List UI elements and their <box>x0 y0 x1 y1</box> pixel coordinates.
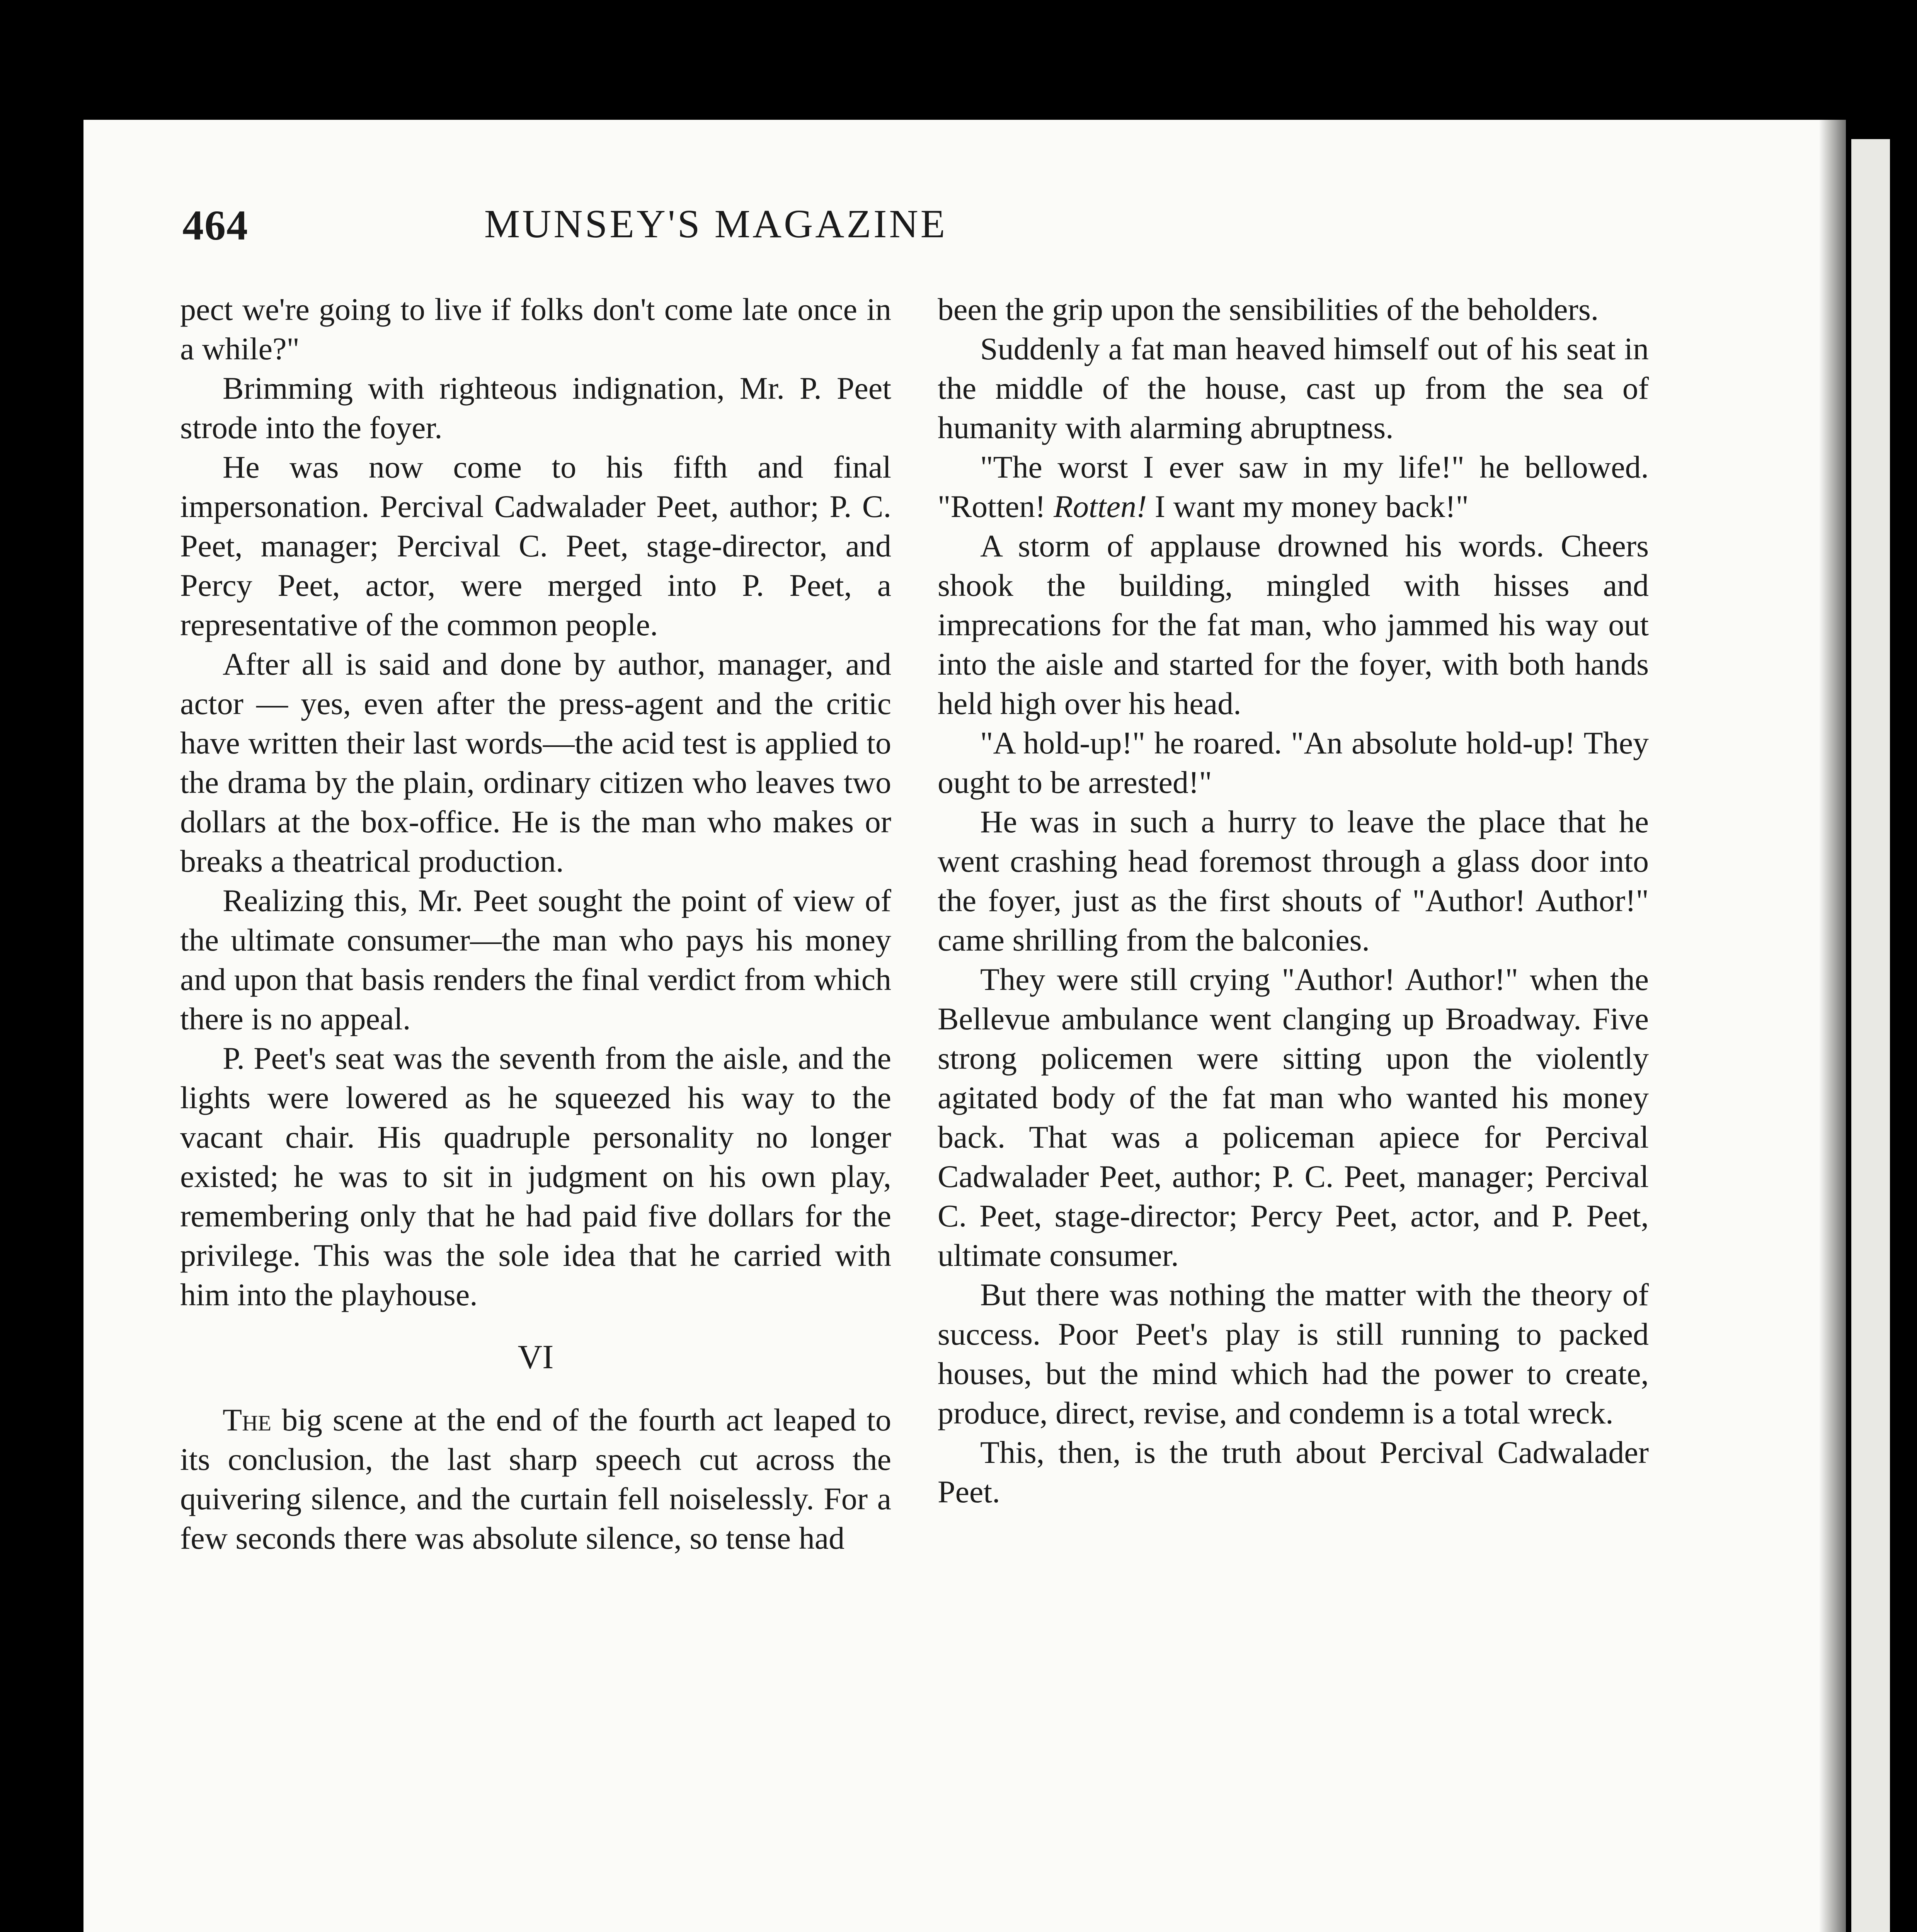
paragraph-text: big scene at the end of the fourth act leaped to its conclusion, the last sharp speech cut across the quivering silence, and the curtain fell noiselessly. For a few seconds there was absolute silence, so tense had <box>180 1402 891 1556</box>
paragraph: This, then, is the truth about Percival Cadwalader Peet. <box>938 1435 1649 1509</box>
gutter-shadow <box>1819 120 1846 1932</box>
paragraph: But there was nothing the matter with the theory of success. Poor Peet's play is still running to packed houses, but the mind which had the power to create, produce, direct, revise, and condemn is a total wreck. <box>938 1277 1649 1430</box>
paragraph: Brimming with righteous indignation, Mr. P. Peet strode into the foyer. <box>180 371 891 445</box>
section-number: VI <box>518 1338 554 1376</box>
paragraph: A storm of applause drowned his words. Cheers shook the building, mingled with hisses and imprecations for the fat man, who jammed his way out into the aisle and started for the foyer, with both hands held high over his head. <box>938 528 1649 721</box>
paragraph: pect we're going to live if folks don't come late once in a while?" <box>180 292 891 366</box>
facing-page-edge <box>1851 139 1890 1932</box>
magazine-page <box>83 120 1846 1932</box>
small-caps-lead: The <box>223 1402 272 1437</box>
paragraph <box>938 447 1649 526</box>
emphasis: Rotten! <box>1053 489 1147 524</box>
paragraph: Suddenly a fat man heaved himself out of his seat in the middle of the house, cast up from the sea of humanity with alarming abruptness. <box>938 331 1649 445</box>
paragraph: "A hold-up!" he roared. "An absolute hold-up! They ought to be arrested!" <box>938 725 1649 800</box>
paragraph: After all is said and done by author, manager, and actor — yes, even after the press-agent and the critic have written their last words—the acid test is applied to the drama by the plain, ordinary citizen who leaves two dollars at the box-office. He is the man who makes or breaks a theatrical production. <box>180 646 891 879</box>
paragraph <box>180 1400 891 1558</box>
page-header <box>182 201 1249 259</box>
paragraph: He was now come to his fifth and final impersonation. Percival Cadwalader Peet, author; P. C. Peet, manager; Percival C. Peet, stage-director, and Percy Peet, actor, were merged into P. Peet, a representative of the common people. <box>180 449 891 642</box>
paragraph: Realizing this, Mr. Peet sought the point of view of the ultimate consumer—the man who pays his money and upon that basis renders the final verdict from which there is no appeal. <box>180 883 891 1036</box>
paragraph-text: "The worst I ever saw in my life!" he bellowed. "Rotten! <box>938 449 1649 524</box>
paragraph: been the grip upon the sensibilities of the beholders. <box>938 292 1599 327</box>
paragraph: They were still crying "Author! Author!" when the Bellevue ambulance went clanging up Broadway. Five strong policemen were sitting upon the violently agitated body of the fat man who wanted his money back. That was a policeman apiece for Percival Cadwalader Peet, author; P. C. Peet, manager; Percival C. Peet, stage-director; Percy Peet, actor, and P. Peet, ultimate consumer. <box>938 962 1649 1273</box>
paragraph: P. Peet's seat was the seventh from the aisle, and the lights were lowered as he squeezed his way to the vacant chair. His quadruple personality no longer existed; he was to sit in judgment on his own play, remembering only that he had paid five dollars for the privilege. This was the sole idea that he carried with him into the playhouse. <box>180 1041 891 1312</box>
paragraph: He was in such a hurry to leave the place that he went crashing head foremost through a glass door into the foyer, just as the first shouts of "Author! Author!" came shrilling from the balconies. <box>938 804 1649 957</box>
left-column <box>180 290 891 1558</box>
right-column <box>938 290 1649 1512</box>
paragraph-text: I want my money back!" <box>1147 489 1469 524</box>
running-head: MUNSEY'S MAGAZINE <box>484 202 948 246</box>
page-number: 464 <box>182 202 249 249</box>
